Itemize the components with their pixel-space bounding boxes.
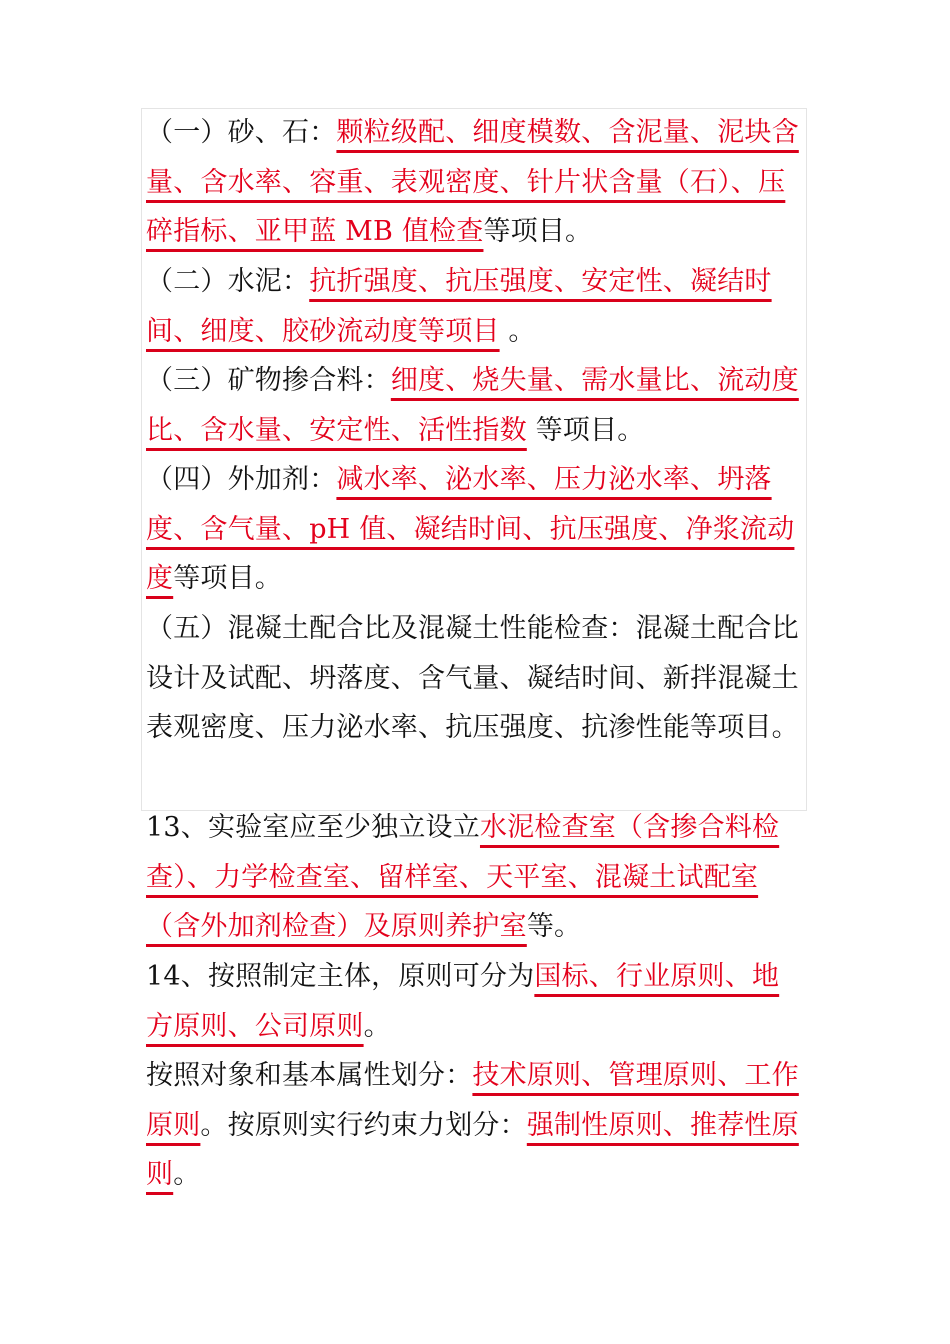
paragraph-additive	[146, 455, 806, 604]
body-text: 等项目。	[526, 414, 645, 446]
highlighted-text: 抗折强度、抗压强度、安定性、凝结时间、细度、胶砂流动度等项目	[146, 266, 772, 347]
body-text: （五）混凝土配合比及混凝土性能检查：混凝土配合比设计及试配、坍落度、含气量、凝结时间、新拌混凝土表观密度、压力泌水率、抗压强度、抗渗性能等项目。	[146, 613, 799, 744]
highlighted-text: 减水率、泌水率、压力泌水率、坍落度、含气量、pH 值、凝结时间、抗压强度、净浆流动度	[146, 464, 795, 595]
body-text: 等项目。	[483, 216, 593, 248]
body-text: 。	[173, 1159, 201, 1191]
highlighted-text: 细度、烧失量、需水量比、流动度比、含水量、安定性、活性指数	[146, 365, 799, 446]
body-text: 等项目。	[173, 563, 283, 595]
highlighted-text: 颗粒级配、细度模数、含泥量、泥块含量、含水率、容重、表观密度、针片状含量（石）、压碎指标、亚甲蓝 MB 值检查	[146, 117, 799, 248]
body-text: 13、实验室应至少独立设立	[146, 812, 480, 843]
paragraph-sand-stone	[146, 108, 806, 257]
paragraph-lab-rooms	[146, 803, 806, 952]
body-text: 。	[499, 315, 536, 347]
paragraph-standard-by-subject	[146, 952, 806, 1051]
highlighted-text: 水泥检查室（含掺合料检查）、力学检查室、留样室、天平室、混凝土试配室（含外加剂检查）及原则养护室	[146, 812, 780, 943]
body-text: 按照对象和基本属性划分：	[146, 1060, 473, 1091]
body-text: 。按原则实行约束力划分：	[200, 1109, 527, 1141]
body-text: （一）砂、石：	[146, 117, 337, 148]
highlighted-text: 国标、行业原则、地方原则、公司原则	[146, 961, 780, 1042]
body-text: （二）水泥：	[146, 266, 310, 297]
highlighted-text: 技术原则、管理原则、工作原则	[146, 1060, 799, 1141]
paragraph-cement	[146, 257, 806, 356]
paragraph-concrete-mix	[146, 604, 806, 753]
body-text: 。	[363, 1010, 391, 1042]
paragraph-standard-by-object	[146, 1051, 806, 1200]
paragraph-mineral-admixture	[146, 356, 806, 455]
highlighted-text: 强制性原则、推荐性原则	[146, 1109, 799, 1191]
body-text: （三）矿物掺合料：	[146, 365, 391, 396]
body-text: 14、按照制定主体，原则可分为	[146, 961, 535, 992]
body-text: 等。	[526, 911, 582, 943]
body-text: （四）外加剂：	[146, 464, 337, 495]
